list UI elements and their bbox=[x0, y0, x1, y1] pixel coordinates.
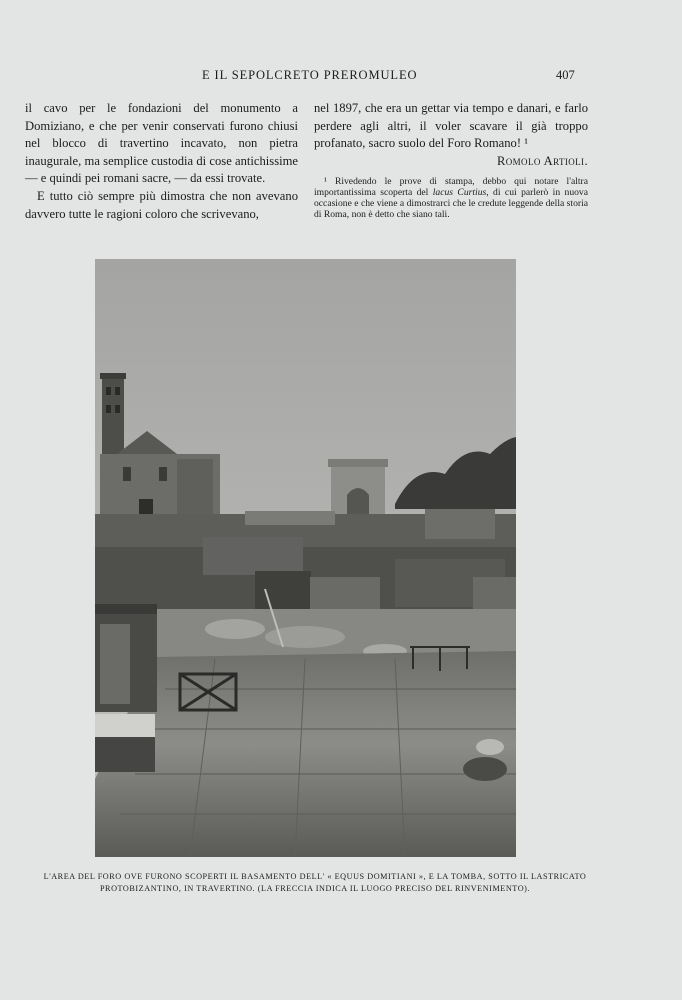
caption-line: L'AREA DEL FORO OVE FURONO SCOPERTI IL BASAMENTO DELL' « EQUUS DOMITIANI », E LA TOMBA, SOTTO IL LASTRICATO bbox=[43, 872, 587, 881]
photo-caption bbox=[30, 871, 600, 894]
page-number: 407 bbox=[556, 68, 575, 82]
left-column bbox=[25, 100, 298, 223]
body-paragraph: nel 1897, che era un gettar via tempo e danari, e farlo perdere agli altri, il voler scavare il già troppo profanato, sacro suolo del Foro Romano! ¹ bbox=[314, 101, 588, 151]
forum-photograph bbox=[95, 259, 516, 857]
footnote-text: , di cui parlerò in nuova occasione e che viene a dimostrarci che le credute leggende della storia di Roma, non è detto che siano tali. bbox=[314, 187, 588, 221]
body-paragraph: E tutto ciò sempre più dimostra che non avevano davvero tutte le ragioni coloro che scrivevano, bbox=[25, 188, 298, 221]
body-paragraph: il cavo per le fondazioni del monumento a Domiziano, e che per venir conservati furono chiusi nel blocco di travertino incavato, non pietra inaugurale, ma semplice custodia di cose antichissime — e quindi pei romani sacre, — da essi trovate. bbox=[25, 101, 298, 186]
right-column bbox=[314, 100, 588, 220]
footnote-italic: lacus Curtius bbox=[432, 187, 487, 199]
page-header bbox=[0, 68, 682, 86]
running-title: E IL SEPOLCRETO PREROMULEO bbox=[202, 68, 418, 82]
footnote-text: ¹ Rivedendo le prove di stampa, debbo qui notare l'altra importantissima scoperta del bbox=[314, 176, 588, 199]
footnote bbox=[314, 176, 588, 220]
author-signature: Romolo Artioli. bbox=[496, 153, 588, 168]
caption-line: PROTOBIZANTINO, IN TRAVERTINO. (LA FRECCIA INDICA IL LUOGO PRECISO DEL RINVENIMENTO). bbox=[99, 883, 531, 893]
